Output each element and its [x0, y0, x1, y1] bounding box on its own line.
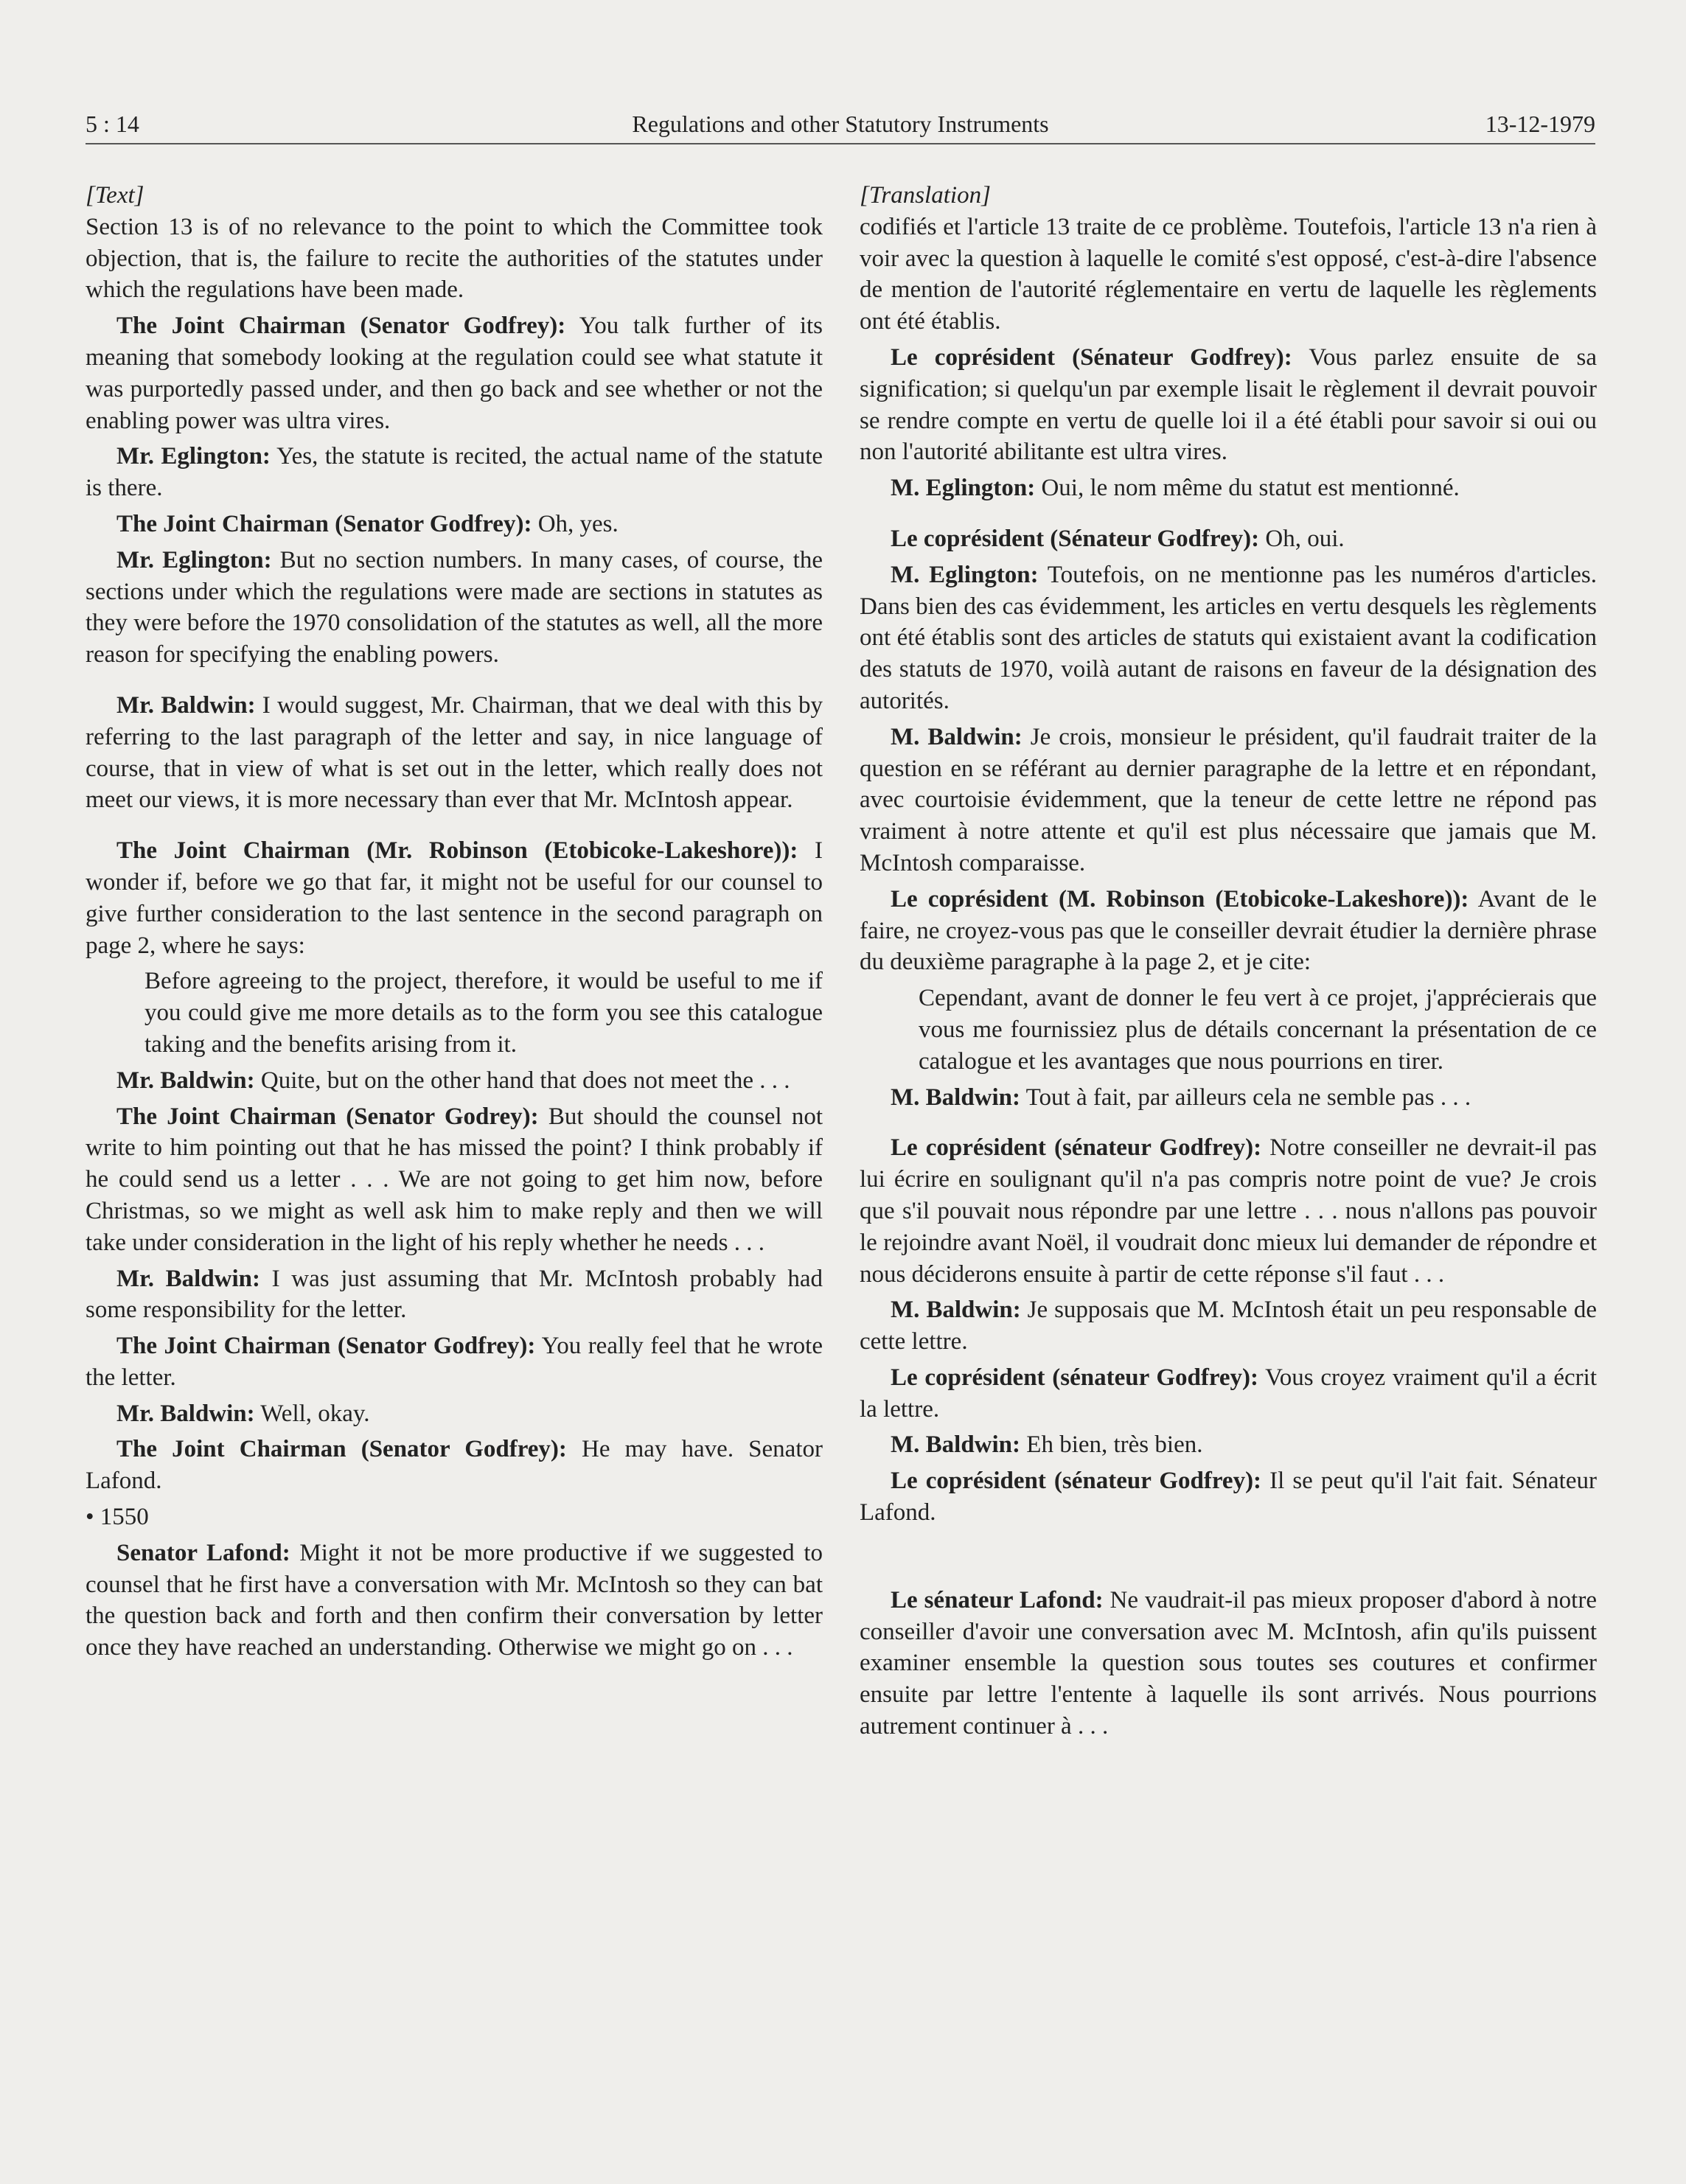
spacer [86, 820, 823, 835]
speech [860, 1585, 1597, 1742]
speech [86, 1434, 823, 1497]
speech-text: I was just assuming that Mr. McIntosh probably had some responsibility for the letter. [86, 1265, 823, 1324]
speech-text: Might it not be more productive if we suggested to counsel that he first have a conversation with Mr. McIntosh so they can bat the question back and forth and then confirm their conversation by letter once they have reached an understanding. Otherwise we might go on . . . [86, 1539, 823, 1661]
speech [860, 342, 1597, 468]
paragraph-text: codifiés et l'article 13 traite de ce problème. Toutefois, l'article 13 n'a rien à voir avec la question à laquelle le comité s'est opposé, c'est-à-dire l'absence de mention de l'autorité réglementaire en vertu de laquelle les règlements ont été établis. [860, 213, 1597, 335]
paragraph-text: Section 13 is of no relevance to the point to which the Committee took objection, that is, the failure to recite the authorities of the statutes under which the regulations have been made. [86, 213, 823, 304]
speech-text: You talk further of its meaning that somebody looking at the regulation could see what statute it was purportedly passed under, and then go back and see whether or not the enabling power was ultra vires. [86, 313, 823, 434]
speech-text: But should the counsel not write to him pointing out that he has missed the point? I think probably if he could send us a letter . . . We are not going to get him now, before Christmas, so we might as well ask him to make reply and then we will take under consideration in the light of his reply whether he needs . . . [86, 1103, 823, 1256]
english-column [86, 180, 823, 1668]
spacer [860, 1533, 1597, 1585]
paragraph [86, 212, 823, 306]
speech-text: Toutefois, on ne mentionne pas les numéros d'articles. Dans bien des cas évidemment, les articles en vertu desquels les règlements ont été établis sont des articles de statuts qui existaient avant la codification des statuts de 1970, voilà autant de raisons en faveur de la désignation des autorités. [860, 561, 1597, 714]
translation-tag: [Translation] [860, 182, 991, 209]
speech-text: Notre conseiller ne devrait-il pas lui écrire en soulignant qu'il n'a pas compris notre point de vue? Je crois que s'il pouvait nous répondre par une lettre . . . nous n'allons pas pouvoir le rejoindre avant Noël, il voudrait donc mieux lui demander de répondre et nous déciderons ensuite à partir de cette réponse s'il faut . . . [860, 1134, 1597, 1288]
speaker: Le sénateur Lafond: [891, 1586, 1104, 1613]
speech-text: Je crois, monsieur le président, qu'il faudrait traiter de la question en se référant au dernier paragraphe de la lettre et en répondant, avec courtoisie évidemment, que la teneur de cette lettre ne répond pas vraiment à notre attente et qu'il est plus nécessaire que jamais que M. McIntosh comparaisse. [860, 723, 1597, 876]
speech-text: I wonder if, before we go that far, it might not be useful for our counsel to give further consideration to the last sentence in the second paragraph on page 2, where he says: [86, 837, 823, 959]
speaker: M. Baldwin: [891, 1431, 1021, 1459]
speech [86, 1538, 823, 1664]
speaker: Le coprésident (M. Robinson (Etobicoke-Lakeshore)): [891, 885, 1469, 913]
spacer [860, 1117, 1597, 1132]
speech [86, 310, 823, 436]
speech [860, 722, 1597, 879]
speech [860, 1294, 1597, 1358]
speech [86, 1330, 823, 1394]
speech [86, 1065, 823, 1097]
speech-text: He may have. Senator Lafond. [86, 1436, 823, 1495]
speaker: Mr. Baldwin: [116, 691, 256, 719]
spacer [86, 675, 823, 690]
speaker: The Joint Chairman (Mr. Robinson (Etobicoke-Lakeshore)): [116, 837, 798, 865]
header-date: 13-12-1979 [1485, 111, 1595, 137]
speech [860, 559, 1597, 717]
speech [860, 1465, 1597, 1529]
speech-text: Vous croyez vraiment qu'il a écrit la lettre. [860, 1364, 1597, 1423]
speaker: Mr. Baldwin: [116, 1265, 261, 1292]
text-tag: [Text] [86, 182, 144, 209]
speech [86, 1101, 823, 1259]
block-quote: Cependant, avant de donner le feu vert à ce projet, j'apprécierais que vous me fournissiez plus de détails concernant la présentation de ce catalogue et les avantages que nous pourrions en tirer. [919, 985, 1597, 1075]
speaker: Le coprésident (sénateur Godfrey): [891, 1134, 1262, 1162]
speech-text: Ne vaudrait-il pas mieux proposer d'abord à notre conseiller d'avoir une conversation avec M. McIntosh, afin qu'ils puissent examiner ensemble la question sous toutes ses coutures et confirmer ensuite par lettre l'entente à laquelle ils sont arrivés. Nous pourrions autrement continuer à . . . [860, 1586, 1597, 1740]
speaker: Mr. Eglington: [116, 546, 272, 573]
french-column [860, 180, 1597, 1747]
speech-text: I would suggest, Mr. Chairman, that we deal with this by referring to the last paragraph of the letter and say, in nice language of course, that in view of what is set out in the letter, which really does not meet our views, it is more necessary than ever that Mr. McIntosh appear. [86, 691, 823, 814]
speaker: Le coprésident (Sénateur Godfrey): [891, 525, 1260, 552]
speech-text: Il se peut qu'il l'ait fait. Sénateur Lafond. [860, 1468, 1597, 1527]
speaker: The Joint Chairman (Senator Godfrey): [116, 313, 566, 340]
speaker: M. Eglington: [891, 475, 1036, 502]
speech [86, 545, 823, 671]
speaker: M. Baldwin: [891, 1297, 1021, 1324]
speech [860, 1429, 1597, 1461]
speech [860, 884, 1597, 978]
speech [860, 1132, 1597, 1290]
page-header [86, 109, 1595, 144]
speech-text: Well, okay. [254, 1400, 370, 1427]
speaker: Le coprésident (sénateur Godfrey): [891, 1364, 1259, 1391]
speaker: Mr. Baldwin: [116, 1067, 255, 1094]
speech [86, 509, 823, 540]
speaker: M. Eglington: [891, 561, 1039, 588]
speech [860, 1082, 1597, 1114]
speech [860, 523, 1597, 555]
speaker: M. Baldwin: [891, 723, 1023, 750]
speech-text: You really feel that he wrote the letter. [86, 1333, 823, 1391]
speech-text: Vous parlez ensuite de sa signification; si quelqu'un par exemple lisait le règlement il devrait pouvoir se rendre compte en vertu de quelle loi il a été établi pour savoir si oui ou non l'autorité abilitante est ultra vires. [860, 343, 1597, 466]
speaker: The Joint Chairman (Senator Godfrey): [116, 1333, 536, 1360]
speech-text: Yes, the statute is recited, the actual name of the statute is there. [86, 443, 823, 502]
page-number: 5 : 14 [86, 111, 139, 137]
speech [86, 1263, 823, 1327]
speech-text: Oh, yes. [532, 510, 619, 537]
speech-text: Je supposais que M. McIntosh était un peu responsable de cette lettre. [860, 1297, 1598, 1356]
speaker: The Joint Chairman (Senator Godrey): [116, 1103, 539, 1130]
speaker: Le coprésident (sénateur Godfrey): [891, 1468, 1262, 1495]
speaker: Senator Lafond: [116, 1539, 290, 1566]
spacer [860, 509, 1597, 523]
speaker: M. Baldwin: [891, 1084, 1021, 1111]
speaker: Le coprésident (Sénateur Godfrey): [891, 343, 1292, 371]
speech [860, 1362, 1597, 1426]
speech-text: Tout à fait, par ailleurs cela ne semble pas . . . [1020, 1084, 1471, 1111]
speech [86, 1398, 823, 1430]
speech [860, 472, 1597, 504]
block-quote: Before agreeing to the project, therefore, it would be useful to me if you could give me more details as to the form you see this catalogue taking and the benefits arising from it. [144, 968, 823, 1058]
speech-text: But no section numbers. In many cases, of course, the sections under which the regulations were made are sections in statutes as they were before the 1970 consolidation of the statutes as well, all the more reason for specifying the enabling powers. [86, 546, 823, 669]
time-marker: • 1550 [86, 1504, 149, 1531]
speaker: The Joint Chairman (Senator Godfrey): [116, 510, 532, 537]
publication-title: Regulations and other Statutory Instruments [632, 111, 1049, 137]
speech-text: Quite, but on the other hand that does not meet the . . . [254, 1067, 790, 1094]
speaker: The Joint Chairman (Senator Godfrey): [116, 1436, 567, 1463]
paragraph [860, 212, 1597, 338]
speech-text: Oui, le nom même du statut est mentionné. [1035, 475, 1460, 502]
speech [86, 441, 823, 504]
speech-text: Oh, oui. [1259, 525, 1345, 552]
speech-text: Eh bien, très bien. [1020, 1431, 1203, 1459]
speech [86, 835, 823, 961]
speech-text: Avant de le faire, ne croyez-vous pas que le conseiller devrait étudier la dernière phrase du deuxième paragraphe à la page 2, et je cite: [860, 885, 1597, 976]
speech [86, 690, 823, 816]
speaker: Mr. Baldwin: [116, 1400, 255, 1427]
speaker: Mr. Eglington: [116, 443, 271, 470]
